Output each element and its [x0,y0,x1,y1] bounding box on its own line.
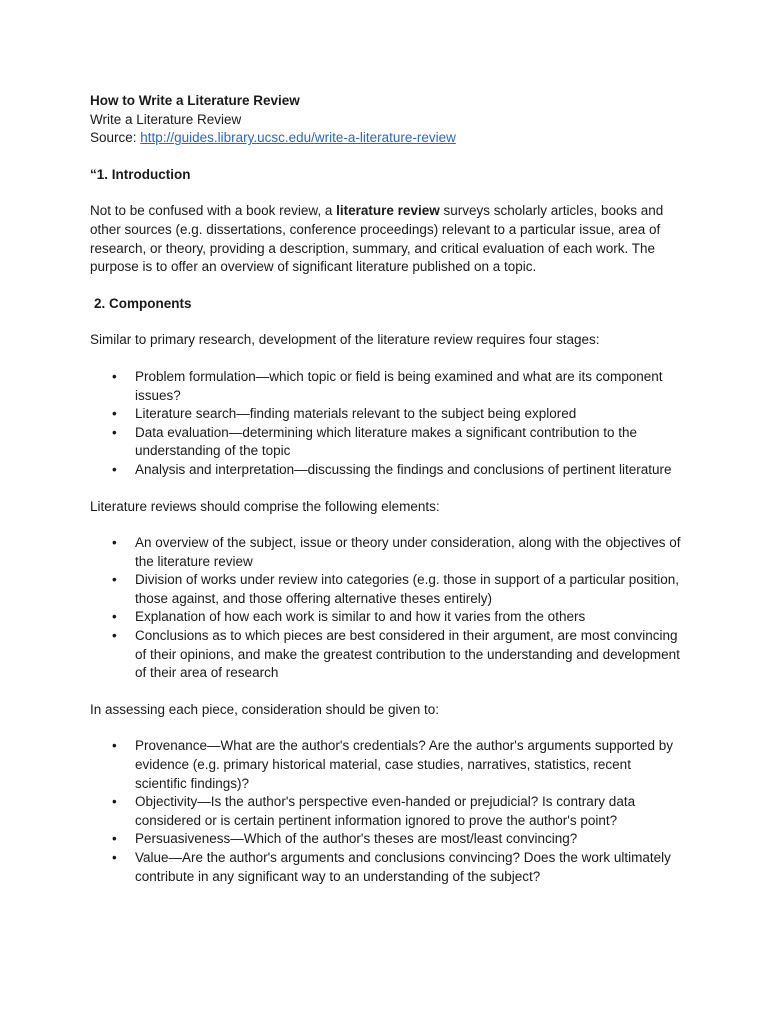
list-item: • Provenance—What are the author's credentials? Are the author's arguments supported by evidence (e.g. primary historical material, case studies, narratives, statistics, recent scientific findings)? [90,737,685,793]
section-heading-introduction: “1. Introduction [90,166,191,182]
document-body [90,92,685,886]
list-item: • Problem formulation—which topic or field is being examined and what are its component issues? [90,368,685,405]
list-item: • Explanation of how each work is similar to and how it varies from the others [90,608,685,627]
section-heading-components: 2. Components [94,295,192,311]
intro-paragraph [90,202,685,276]
list-item: • Objectivity—Is the author's perspective even-handed or prejudicial? Is contrary data considered or is certain pertinent information ignored to prove the author's point? [90,793,685,830]
elements-intro: Literature reviews should comprise the following elements: [90,498,440,514]
list-item: • An overview of the subject, issue or theory under consideration, along with the objectives of the literature review [90,534,685,571]
assess-intro: In assessing each piece, consideration should be given to: [90,701,439,717]
elements-list [90,534,685,683]
source-label: Source: [90,130,137,146]
source-link[interactable]: http://guides.library.ucsc.edu/write-a-literature-review [140,130,456,146]
document-subtitle: Write a Literature Review [90,111,242,127]
document-title: How to Write a Literature Review [90,93,300,108]
source-line [90,129,685,148]
list-item: • Data evaluation—determining which literature makes a significant contribution to the understanding of the topic [90,424,685,461]
list-item: • Value—Are the author's arguments and conclusions convincing? Does the work ultimately contribute in any significant way to an understanding of the subject? [90,849,685,886]
stages-intro: Similar to primary research, development of the literature review requires four stages: [90,332,600,348]
intro-text-before: Not to be confused with a book review, a [90,203,337,219]
list-item: • Persuasiveness—Which of the author's theses are most/least convincing? [90,830,685,849]
list-item: • Literature search—finding materials relevant to the subject being explored [90,405,685,424]
intro-text-after: surveys scholarly articles, books and other sources (e.g. dissertations, conference proceedings) relevant to a particular issue, area of research, or theory, providing a description, summary, and critical evaluation of each work. The purpose is to offer an overview of significant literature published on a topic. [90,203,664,275]
intro-bold-term: literature review [336,203,440,219]
stages-list [90,368,685,480]
list-item: • Conclusions as to which pieces are best considered in their argument, are most convincing of their opinions, and make the greatest contribution to the understanding and development of their area of research [90,627,685,683]
list-item: • Analysis and interpretation—discussing the findings and conclusions of pertinent literature [90,461,685,480]
assess-list [90,737,685,886]
list-item: • Division of works under review into categories (e.g. those in support of a particular position, those against, and those offering alternative theses entirely) [90,571,685,608]
